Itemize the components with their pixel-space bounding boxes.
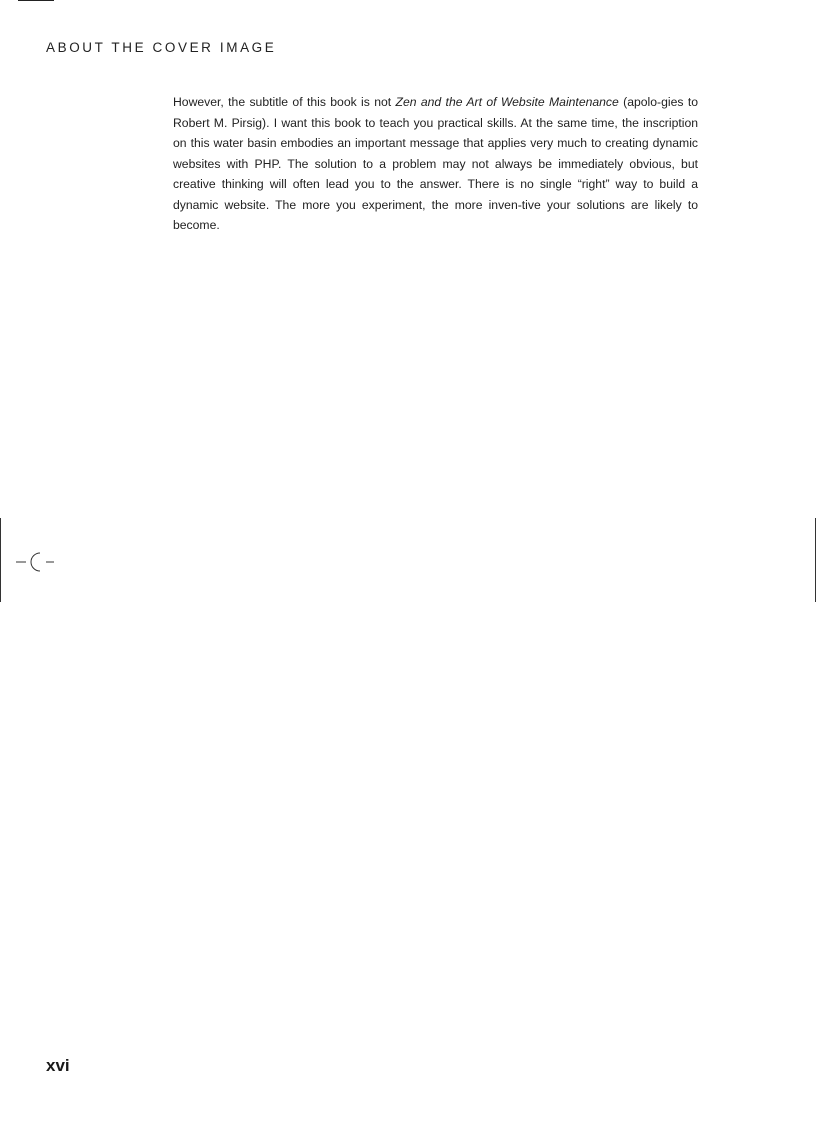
paragraph-text-rest: (apolo-gies to Robert M. Pirsig). I want this book to teach you practical skills. At the same time, the inscription on this water basin embodies an important message that applies very much to creating dynamic websites with PHP. The solution to a problem may not always be immediately obvious, but creative thinking will often lead you to the answer. There is no single “right” way to build a dynamic website. The more you experiment, the more inven-tive your solutions are likely to become. <box>173 95 698 232</box>
italic-book-title: Zen and the Art of Website Maintenance <box>395 95 619 109</box>
page-number: xvi <box>46 1056 70 1075</box>
body-paragraph <box>173 92 698 236</box>
paragraph-text-start: However, the subtitle of this book is not <box>173 95 396 109</box>
top-crop-rule <box>18 0 54 1</box>
left-crop-mark <box>0 518 1 602</box>
running-head: ABOUT THE COVER IMAGE <box>46 40 277 55</box>
registration-mark-icon <box>16 550 56 574</box>
